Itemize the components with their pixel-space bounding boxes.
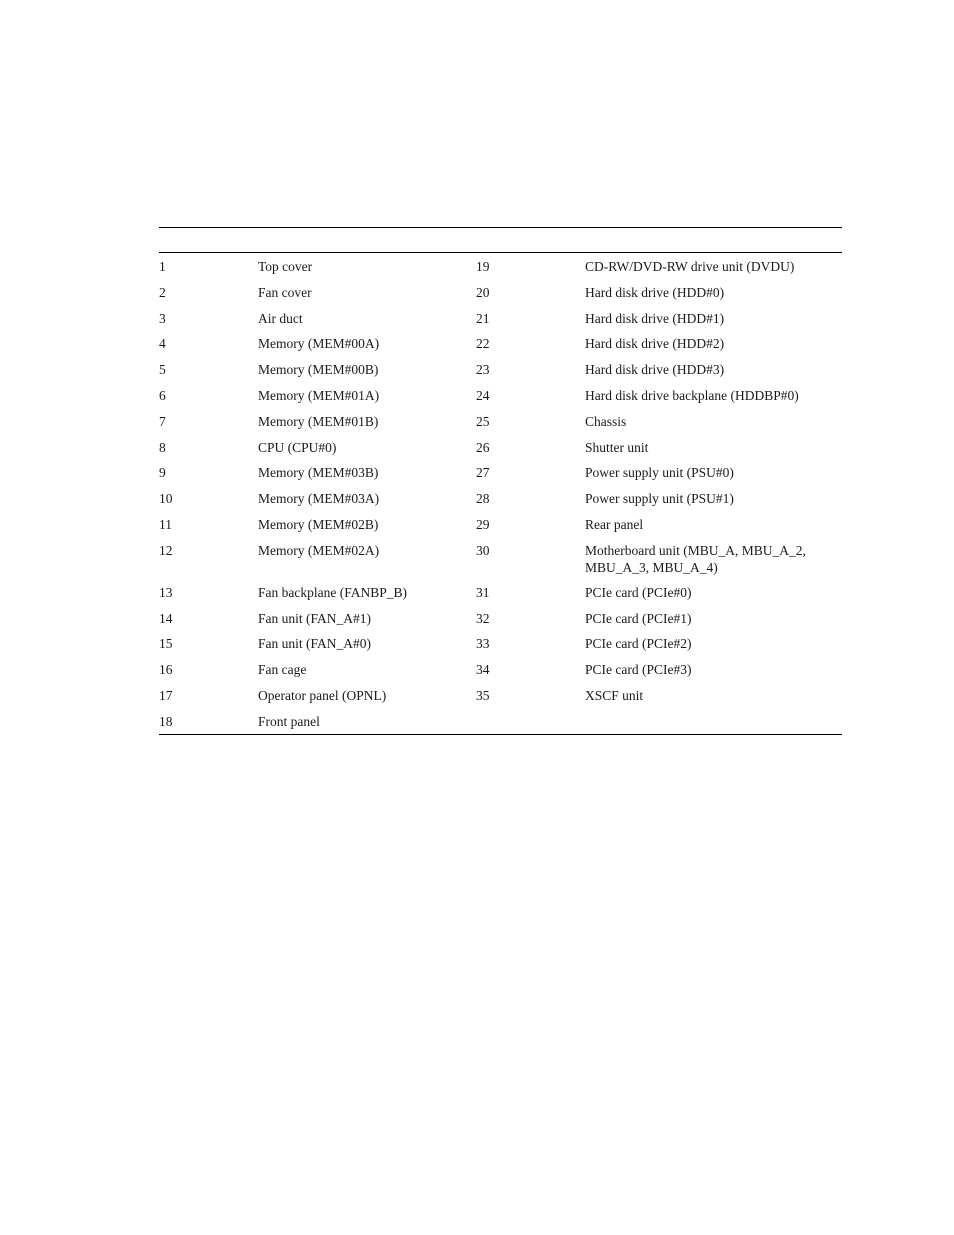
part-number-cell: 33 <box>476 636 490 652</box>
part-number-cell: 6 <box>159 387 166 403</box>
part-number-cell: 31 <box>476 584 490 600</box>
part-name-cell <box>585 708 842 734</box>
part-number-cell: 24 <box>476 387 490 403</box>
part-name-cell: Memory (MEM#02A) <box>258 542 380 558</box>
part-number-cell: 4 <box>159 336 166 352</box>
part-name-cell: Fan cage <box>258 662 307 678</box>
part-number-cell: 17 <box>159 687 173 703</box>
part-number-cell: 3 <box>159 310 166 326</box>
part-name-cell: Memory (MEM#01B) <box>258 413 379 429</box>
part-number-cell: 13 <box>159 584 173 600</box>
part-number-cell: 8 <box>159 439 166 455</box>
table-row <box>159 305 842 331</box>
table-row <box>159 408 842 434</box>
part-number-cell: 23 <box>476 362 490 378</box>
part-number-cell: 19 <box>476 259 490 274</box>
table-row <box>159 630 842 656</box>
part-number-cell: 5 <box>159 362 166 378</box>
part-name-cell: Rear panel <box>585 516 644 532</box>
table-row <box>159 579 842 605</box>
part-number-cell: 18 <box>159 713 173 729</box>
part-number-cell: 27 <box>476 465 490 481</box>
part-name-cell: Motherboard unit (MBU_A, MBU_A_2, MBU_A_3, MBU_A_4) <box>585 542 806 575</box>
part-name-cell: Memory (MEM#01A) <box>258 387 380 403</box>
part-number-cell: 28 <box>476 491 490 507</box>
table-row <box>159 253 842 279</box>
part-name-cell: Air duct <box>258 310 303 326</box>
part-number-cell: 29 <box>476 516 490 532</box>
table-row <box>159 330 842 356</box>
part-number-cell: 32 <box>476 610 490 626</box>
part-number-cell: 34 <box>476 662 490 678</box>
part-number-cell: 21 <box>476 310 490 326</box>
part-number-cell: 12 <box>159 542 173 558</box>
parts-table-body <box>159 253 842 734</box>
part-number-cell: 2 <box>159 284 166 300</box>
part-name-cell: Memory (MEM#03B) <box>258 465 379 481</box>
part-name-cell: CD-RW/DVD-RW drive unit (DVDU) <box>585 259 795 274</box>
table-header-row <box>159 228 842 252</box>
part-number-cell <box>476 708 585 734</box>
part-name-cell: PCIe card (PCIe#3) <box>585 662 692 678</box>
part-name-cell: PCIe card (PCIe#2) <box>585 636 692 652</box>
part-name-cell: Chassis <box>585 413 627 429</box>
part-number-cell: 25 <box>476 413 490 429</box>
part-number-cell: 11 <box>159 516 172 532</box>
part-name-cell: Memory (MEM#02B) <box>258 516 379 532</box>
part-number-cell: 20 <box>476 284 490 300</box>
part-number-cell: 22 <box>476 336 490 352</box>
part-name-cell: Memory (MEM#00B) <box>258 362 379 378</box>
table-row <box>159 656 842 682</box>
part-name-cell: Power supply unit (PSU#0) <box>585 465 734 481</box>
part-name-cell: Hard disk drive backplane (HDDBP#0) <box>585 387 799 403</box>
part-name-cell: PCIe card (PCIe#1) <box>585 610 692 626</box>
part-name-cell: Memory (MEM#03A) <box>258 491 380 507</box>
table-row <box>159 537 842 579</box>
part-name-cell: Fan unit (FAN_A#0) <box>258 636 371 652</box>
table-row <box>159 511 842 537</box>
part-name-cell: Operator panel (OPNL) <box>258 687 387 703</box>
part-name-cell: Fan backplane (FANBP_B) <box>258 584 407 600</box>
part-number-cell: 16 <box>159 662 173 678</box>
table-row <box>159 485 842 511</box>
table-row <box>159 605 842 631</box>
parts-table <box>159 253 842 734</box>
table-row <box>159 356 842 382</box>
table-row <box>159 382 842 408</box>
part-name-cell: Hard disk drive (HDD#1) <box>585 310 725 326</box>
part-number-cell: 14 <box>159 610 173 626</box>
part-name-cell: Top cover <box>258 259 313 274</box>
part-name-cell: XSCF unit <box>585 687 644 703</box>
table-row <box>159 279 842 305</box>
part-name-cell: Fan unit (FAN_A#1) <box>258 610 371 626</box>
part-number-cell: 35 <box>476 687 490 703</box>
part-number-cell: 10 <box>159 491 173 507</box>
part-number-cell: 30 <box>476 542 490 558</box>
part-name-cell: Power supply unit (PSU#1) <box>585 491 734 507</box>
table-row <box>159 434 842 460</box>
part-name-cell: Hard disk drive (HDD#3) <box>585 362 725 378</box>
table-row <box>159 459 842 485</box>
part-name-cell: CPU (CPU#0) <box>258 439 337 455</box>
part-name-cell: Shutter unit <box>585 439 649 455</box>
part-name-cell: Hard disk drive (HDD#2) <box>585 336 725 352</box>
part-number-cell: 9 <box>159 465 166 481</box>
parts-table-container <box>159 227 842 735</box>
part-name-cell: Fan cover <box>258 284 312 300</box>
part-number-cell: 1 <box>159 259 166 274</box>
part-name-cell: PCIe card (PCIe#0) <box>585 584 692 600</box>
part-number-cell: 15 <box>159 636 173 652</box>
part-name-cell: Memory (MEM#00A) <box>258 336 380 352</box>
part-number-cell: 26 <box>476 439 490 455</box>
table-row <box>159 682 842 708</box>
part-number-cell: 7 <box>159 413 166 429</box>
part-name-cell: Hard disk drive (HDD#0) <box>585 284 725 300</box>
part-name-cell: Front panel <box>258 713 320 729</box>
table-row <box>159 708 842 734</box>
table-bottom-rule <box>159 734 842 735</box>
